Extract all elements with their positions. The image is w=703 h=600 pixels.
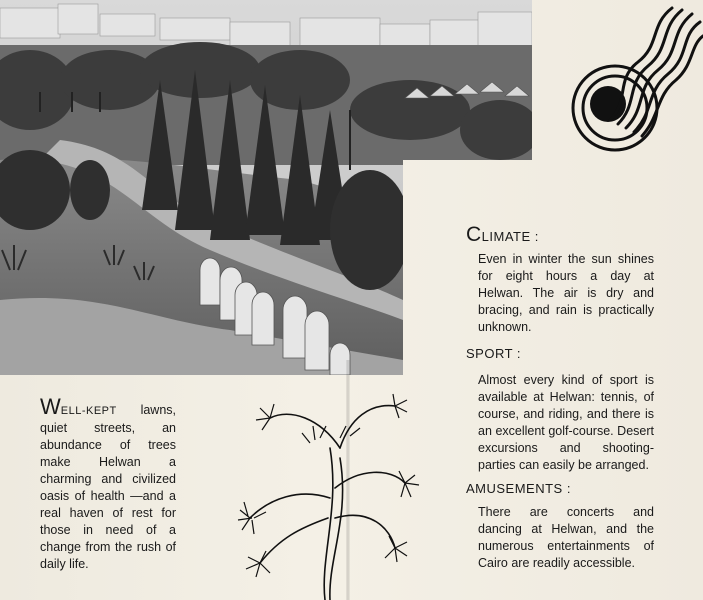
sport-heading-rest: PORT : <box>475 346 522 361</box>
amusements-heading-rest: MUSEMENTS : <box>475 481 571 496</box>
sport-text: Almost every kind of sport is available at Helwan: tennis, of course, and riding, and there is an excellent golf-course. Desert excursions and shooting-parties can easily be arranged. <box>478 373 654 472</box>
amusements-heading-capital: A <box>466 481 476 496</box>
climate-heading-rest: LIMATE : <box>481 229 539 244</box>
intro-lead-capital: W <box>40 394 61 419</box>
sun-rays-emblem-icon <box>560 0 703 160</box>
climate-heading <box>466 224 539 245</box>
climate-heading-capital: C <box>466 223 482 246</box>
sport-heading <box>466 346 521 361</box>
amusements-heading <box>466 481 571 496</box>
sport-heading-capital: S <box>466 346 476 361</box>
page-fold <box>346 360 350 600</box>
amusements-text: There are concerts and dancing at Helwan, and the numerous entertainments of Cairo are readily accessible. <box>478 505 654 570</box>
intro-lead-smallcaps: ELL-KEPT <box>60 405 117 417</box>
intro-paragraph <box>40 396 176 573</box>
climate-text: Even in winter the sun shines for eight hours a day at Helwan. The air is dry and bracing, and rain is practically unknown. <box>478 252 654 334</box>
palm-tree-illustration-icon <box>190 388 450 600</box>
intro-text: lawns, quiet streets, an abundance of trees make Helwan a charming and civilized oasis of health —and a real haven of rest for those in need of a change from the rush of daily life. <box>40 403 176 571</box>
